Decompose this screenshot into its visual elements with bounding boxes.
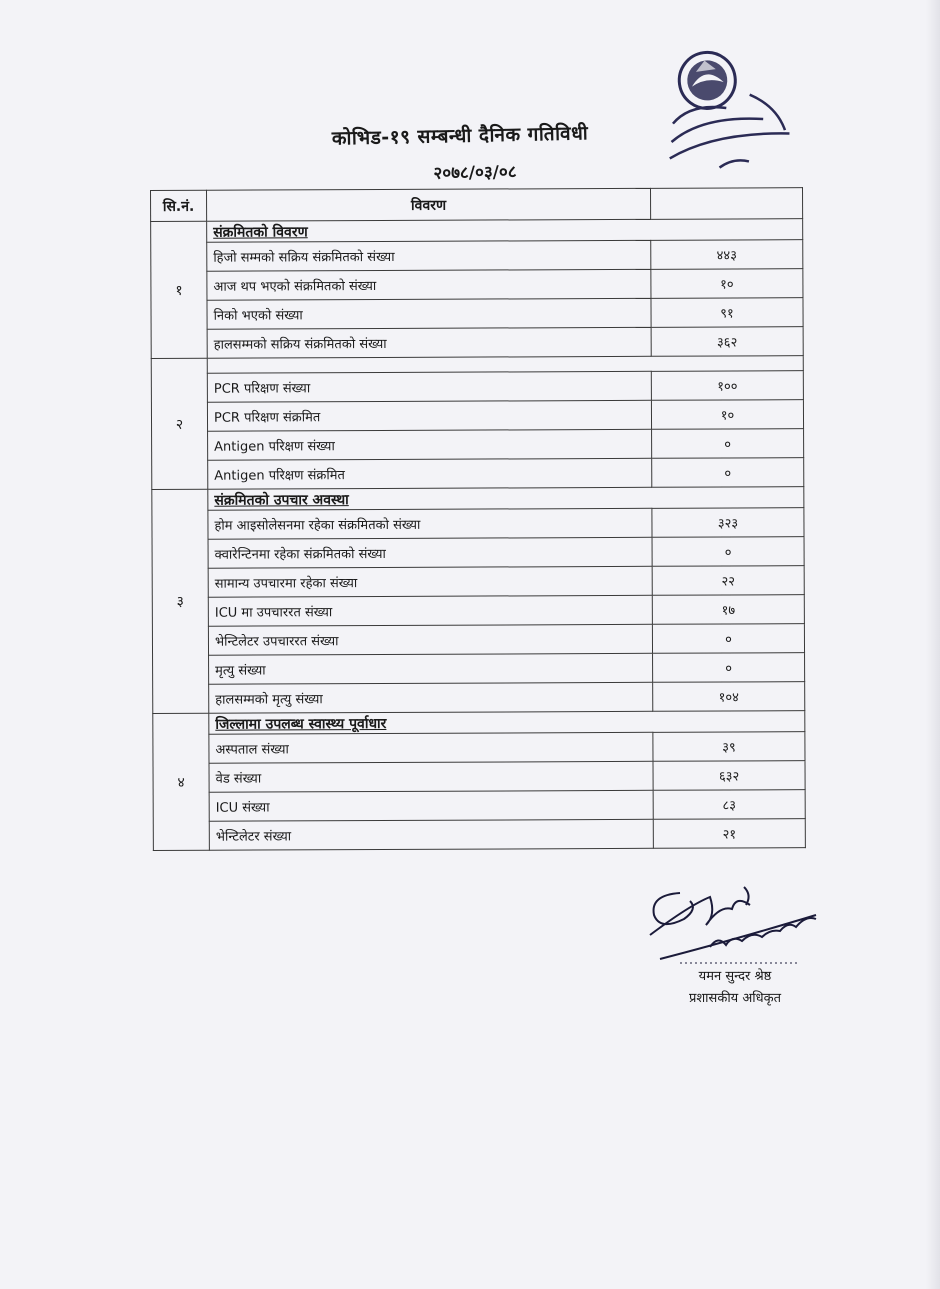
column-header-value — [650, 188, 802, 220]
section-heading: संक्रमितको विवरण — [207, 219, 803, 243]
signatory-name: यमन सुन्दर श्रेष्ठ — [698, 969, 772, 984]
row-label: निको भएको संख्या — [207, 298, 651, 329]
row-value: १० — [651, 400, 803, 430]
section-heading-row — [153, 711, 805, 735]
row-value: १०० — [651, 371, 803, 401]
handwritten-signature — [640, 875, 830, 965]
row-value: ३२३ — [652, 508, 804, 538]
table-row — [152, 429, 804, 461]
signatory-designation: प्रशासकीय अधिकृत — [688, 991, 782, 1006]
section-serial: ४ — [153, 713, 210, 850]
row-value: २१ — [653, 819, 805, 849]
page-edge — [926, 0, 940, 1289]
row-value: ३६२ — [651, 327, 803, 357]
row-value: १७ — [652, 595, 804, 625]
row-label: सामान्य उपचारमा रहेका संख्या — [208, 566, 652, 597]
row-value: ८३ — [653, 790, 805, 820]
table-row — [151, 327, 803, 359]
row-label: हिजो सम्मको सक्रिय संक्रमितको संख्या — [207, 240, 651, 271]
row-value: ३९ — [653, 732, 805, 762]
row-value: १०४ — [653, 682, 805, 712]
column-header-serial: सि.नं. — [151, 190, 207, 221]
row-label: भेन्टिलेटर उपचाररत संख्या — [208, 624, 652, 655]
row-value: ० — [652, 458, 804, 488]
row-value: ० — [652, 537, 804, 567]
row-label: आज थप भएको संक्रमितको संख्या — [207, 269, 651, 300]
row-label: होम आइसोलेसनमा रहेका संक्रमितको संख्या — [208, 508, 652, 539]
report-table-wrapper — [150, 187, 805, 851]
row-label: ICU मा उपचाररत संख्या — [208, 595, 652, 626]
table-row — [153, 790, 805, 822]
row-value: ० — [652, 624, 804, 654]
report-date: २०७८/०३/०८ — [433, 162, 517, 184]
page-title: कोभिड-१९ सम्बन्धी दैनिक गतिविधी — [331, 122, 589, 150]
row-label: Antigen परिक्षण संख्या — [208, 429, 652, 460]
row-label: हालसम्मको सक्रिय संक्रमितको संख्या — [207, 327, 651, 358]
row-value: २२ — [652, 566, 804, 596]
section-heading-row — [152, 487, 804, 511]
table-row — [152, 537, 804, 569]
row-value: ९१ — [651, 298, 803, 328]
table-row — [153, 761, 805, 793]
row-value: ० — [652, 429, 804, 459]
table-row — [152, 566, 804, 598]
row-label: मृत्यु संख्या — [209, 653, 653, 684]
table-row — [152, 595, 804, 627]
table-row — [153, 819, 805, 851]
row-value: ६३२ — [653, 761, 805, 791]
row-label: PCR परिक्षण संक्रमित — [207, 400, 651, 431]
table-row — [152, 624, 804, 656]
table-row — [152, 508, 804, 540]
covid-activity-table — [150, 187, 806, 851]
table-header-row — [151, 188, 803, 222]
government-seal-stamp — [652, 38, 802, 188]
table-row — [153, 732, 805, 764]
section-heading: संक्रमितको उपचार अवस्था — [208, 487, 804, 511]
row-label: वेड संख्या — [209, 761, 653, 792]
row-label: ICU संख्या — [209, 790, 653, 821]
table-row — [151, 371, 803, 403]
row-value: ० — [653, 653, 805, 683]
row-label: Antigen परिक्षण संक्रमित — [208, 458, 652, 489]
table-row — [153, 682, 805, 714]
table-row — [153, 653, 805, 685]
table-row — [151, 298, 803, 330]
table-row — [151, 269, 803, 301]
row-label: क्वारेन्टिनमा रहेका संक्रमितको संख्या — [208, 537, 652, 568]
row-label: PCR परिक्षण संख्या — [207, 371, 651, 402]
section-heading: जिल्लामा उपलब्ध स्वास्थ्य पूर्वाधार — [209, 711, 805, 735]
table-row — [151, 400, 803, 432]
section-serial: १ — [151, 221, 208, 358]
row-label: हालसम्मको मृत्यु संख्या — [209, 682, 653, 713]
row-value: १० — [651, 269, 803, 299]
section-serial: ३ — [152, 489, 209, 713]
row-label: अस्पताल संख्या — [209, 732, 653, 763]
section-serial: २ — [151, 358, 208, 489]
column-header-description: विवरण — [207, 188, 651, 221]
table-row — [152, 458, 804, 490]
row-value: ४४३ — [651, 240, 803, 270]
row-label: भेन्टिलेटर संख्या — [209, 819, 653, 850]
section-heading-row — [151, 219, 803, 243]
signatory-block — [660, 966, 810, 1010]
table-row — [151, 240, 803, 272]
